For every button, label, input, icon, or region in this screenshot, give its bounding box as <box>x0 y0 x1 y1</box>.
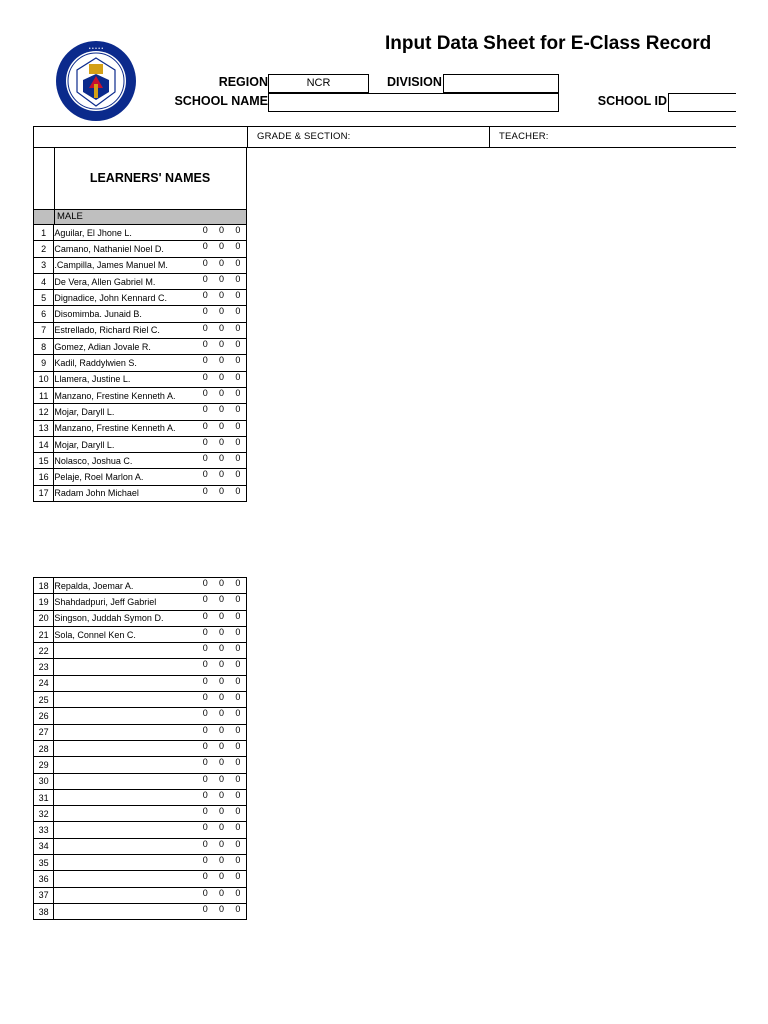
teacher-label: TEACHER: <box>499 131 549 142</box>
learner-name-cell[interactable]: Singson, Juddah Symon D. <box>54 610 197 626</box>
learner-name-cell[interactable] <box>54 903 197 919</box>
learner-name-cell[interactable]: Aguilar, El Jhone L. <box>54 225 197 241</box>
score-cell-3: 0 <box>230 322 247 338</box>
learners-names-label: LEARNERS' NAMES <box>89 171 211 185</box>
row-number: 19 <box>34 594 54 610</box>
score-cell-1: 0 <box>197 773 213 789</box>
learner-row <box>34 371 247 387</box>
school-id-label: SCHOOL ID <box>597 94 667 108</box>
learner-name-cell[interactable]: Repalda, Joemar A. <box>54 578 197 594</box>
school-name-field[interactable] <box>268 93 559 112</box>
school-name-label: SCHOOL NAME <box>174 94 268 108</box>
learner-name-cell[interactable] <box>54 838 197 854</box>
learner-name-cell[interactable]: Dignadice, John Kennard C. <box>54 290 197 306</box>
score-cell-1: 0 <box>197 485 213 501</box>
learner-name-cell[interactable]: Gomez, Adian Jovale R. <box>54 339 197 355</box>
learner-name-cell[interactable] <box>54 789 197 805</box>
score-cell-1: 0 <box>197 740 213 756</box>
row-number: 3 <box>34 257 54 273</box>
score-cell-3: 0 <box>230 643 247 659</box>
row-number: 38 <box>34 903 54 919</box>
learner-name-cell[interactable]: Manzano, Frestine Kenneth A. <box>54 420 197 436</box>
score-cell-1: 0 <box>197 404 213 420</box>
row-number: 16 <box>34 469 54 485</box>
row-number: 6 <box>34 306 54 322</box>
score-cell-3: 0 <box>230 822 247 838</box>
learner-name-cell[interactable] <box>54 659 197 675</box>
male-number-cell <box>34 210 55 224</box>
score-cell-1: 0 <box>197 871 213 887</box>
score-cell-2: 0 <box>213 273 229 289</box>
score-cell-1: 0 <box>197 578 213 594</box>
row-number: 20 <box>34 610 54 626</box>
row-number: 1 <box>34 225 54 241</box>
score-cell-1: 0 <box>197 692 213 708</box>
learner-row <box>34 838 247 854</box>
learner-row <box>34 436 247 452</box>
learner-row <box>34 485 247 501</box>
score-cell-2: 0 <box>213 708 229 724</box>
learner-name-cell[interactable] <box>54 773 197 789</box>
seal-graphic <box>55 40 137 122</box>
learner-name-cell[interactable] <box>54 871 197 887</box>
score-cell-2: 0 <box>213 822 229 838</box>
score-cell-1: 0 <box>197 241 213 257</box>
row-number: 8 <box>34 339 54 355</box>
grade-section-cell[interactable] <box>247 127 489 147</box>
score-cell-2: 0 <box>213 789 229 805</box>
score-cell-3: 0 <box>230 225 247 241</box>
score-cell-2: 0 <box>213 241 229 257</box>
score-cell-3: 0 <box>230 659 247 675</box>
learner-name-cell[interactable]: .Campilla, James Manuel M. <box>54 257 197 273</box>
score-cell-2: 0 <box>213 404 229 420</box>
learner-name-cell[interactable]: Disomimba. Junaid B. <box>54 306 197 322</box>
score-cell-2: 0 <box>213 469 229 485</box>
learner-row <box>34 355 247 371</box>
score-cell-3: 0 <box>230 436 247 452</box>
learner-name-cell[interactable] <box>54 887 197 903</box>
score-cell-3: 0 <box>230 290 247 306</box>
row-number: 32 <box>34 806 54 822</box>
score-cell-3: 0 <box>230 371 247 387</box>
score-cell-2: 0 <box>213 290 229 306</box>
score-cell-3: 0 <box>230 855 247 871</box>
learner-row <box>34 822 247 838</box>
learner-name-cell[interactable]: Estrellado, Richard Riel C. <box>54 322 197 338</box>
page-title: Input Data Sheet for E-Class Record <box>385 33 712 54</box>
learner-row <box>34 773 247 789</box>
teacher-cell[interactable] <box>489 127 739 147</box>
region-field[interactable] <box>268 74 369 93</box>
row-number: 33 <box>34 822 54 838</box>
score-cell-2: 0 <box>213 610 229 626</box>
learner-name-cell[interactable]: Mojar, Daryll L. <box>54 404 197 420</box>
row-number: 9 <box>34 355 54 371</box>
score-cell-1: 0 <box>197 306 213 322</box>
learner-name-cell[interactable] <box>54 643 197 659</box>
learner-row <box>34 594 247 610</box>
svg-text:• • • • •: • • • • • <box>88 46 104 52</box>
row-number: 30 <box>34 773 54 789</box>
learner-row <box>34 675 247 691</box>
score-cell-2: 0 <box>213 436 229 452</box>
row-number: 17 <box>34 485 54 501</box>
row-number: 29 <box>34 757 54 773</box>
score-cell-1: 0 <box>197 322 213 338</box>
row-number: 31 <box>34 789 54 805</box>
row-number: 12 <box>34 404 54 420</box>
score-cell-1: 0 <box>197 708 213 724</box>
division-field[interactable] <box>443 74 559 93</box>
score-cell-1: 0 <box>197 724 213 740</box>
row-number: 7 <box>34 322 54 338</box>
learner-row <box>34 257 247 273</box>
row-number: 26 <box>34 708 54 724</box>
learner-row <box>34 339 247 355</box>
score-cell-2: 0 <box>213 871 229 887</box>
learner-row <box>34 724 247 740</box>
learner-name-cell[interactable]: Radam John Michael <box>54 485 197 501</box>
learner-name-cell[interactable]: Camano, Nathaniel Noel D. <box>54 241 197 257</box>
learner-row <box>34 692 247 708</box>
score-cell-2: 0 <box>213 306 229 322</box>
score-cell-2: 0 <box>213 692 229 708</box>
learner-name-cell[interactable]: Sola, Connel Ken C. <box>54 626 197 642</box>
score-cell-3: 0 <box>230 578 247 594</box>
deped-seal-icon <box>55 40 137 122</box>
learner-name-cell[interactable]: Kadil, Raddylwien S. <box>54 355 197 371</box>
score-cell-2: 0 <box>213 578 229 594</box>
roster-table-part2 <box>33 577 247 920</box>
score-cell-2: 0 <box>213 485 229 501</box>
learners-names-header <box>33 148 247 210</box>
score-cell-2: 0 <box>213 225 229 241</box>
score-cell-2: 0 <box>213 355 229 371</box>
score-cell-1: 0 <box>197 420 213 436</box>
learner-name-cell[interactable] <box>54 740 197 756</box>
score-cell-1: 0 <box>197 626 213 642</box>
region-label: REGION <box>218 75 268 89</box>
learner-row <box>34 789 247 805</box>
score-cell-3: 0 <box>230 485 247 501</box>
learner-name-cell[interactable] <box>54 757 197 773</box>
row-number: 11 <box>34 387 54 403</box>
score-cell-3: 0 <box>230 387 247 403</box>
learner-row <box>34 273 247 289</box>
score-cell-1: 0 <box>197 453 213 469</box>
learner-row <box>34 469 247 485</box>
learner-row <box>34 241 247 257</box>
learner-row <box>34 387 247 403</box>
score-cell-3: 0 <box>230 241 247 257</box>
row-number: 36 <box>34 871 54 887</box>
score-cell-2: 0 <box>213 371 229 387</box>
score-cell-3: 0 <box>230 724 247 740</box>
learner-name-cell[interactable] <box>54 855 197 871</box>
score-cell-3: 0 <box>230 420 247 436</box>
score-cell-1: 0 <box>197 806 213 822</box>
score-cell-3: 0 <box>230 594 247 610</box>
row-number: 24 <box>34 675 54 691</box>
score-cell-1: 0 <box>197 675 213 691</box>
learner-name-cell[interactable]: De Vera, Allen Gabriel M. <box>54 273 197 289</box>
row-number: 22 <box>34 643 54 659</box>
score-cell-1: 0 <box>197 273 213 289</box>
learner-row <box>34 871 247 887</box>
row-number: 21 <box>34 626 54 642</box>
score-cell-3: 0 <box>230 806 247 822</box>
score-cell-2: 0 <box>213 724 229 740</box>
score-cell-1: 0 <box>197 594 213 610</box>
score-cell-1: 0 <box>197 757 213 773</box>
score-cell-3: 0 <box>230 903 247 919</box>
learner-name-cell[interactable]: Llamera, Justine L. <box>54 371 197 387</box>
row-number: 5 <box>34 290 54 306</box>
learner-row <box>34 708 247 724</box>
learner-row <box>34 740 247 756</box>
score-cell-1: 0 <box>197 355 213 371</box>
row-number: 10 <box>34 371 54 387</box>
learner-row <box>34 306 247 322</box>
region-value: NCR <box>306 77 331 89</box>
learner-row <box>34 453 247 469</box>
row-number: 28 <box>34 740 54 756</box>
learner-name-cell[interactable]: Mojar, Daryll L. <box>54 436 197 452</box>
learner-name-cell[interactable] <box>54 692 197 708</box>
score-cell-1: 0 <box>197 257 213 273</box>
score-cell-2: 0 <box>213 903 229 919</box>
class-info-row <box>33 126 736 148</box>
learner-name-cell[interactable] <box>54 708 197 724</box>
score-cell-3: 0 <box>230 838 247 854</box>
score-cell-2: 0 <box>213 838 229 854</box>
score-cell-1: 0 <box>197 469 213 485</box>
score-cell-1: 0 <box>197 838 213 854</box>
score-cell-2: 0 <box>213 257 229 273</box>
learner-row <box>34 290 247 306</box>
learner-row <box>34 578 247 594</box>
score-cell-3: 0 <box>230 871 247 887</box>
score-cell-3: 0 <box>230 339 247 355</box>
score-cell-2: 0 <box>213 420 229 436</box>
score-cell-3: 0 <box>230 708 247 724</box>
score-cell-3: 0 <box>230 757 247 773</box>
score-cell-3: 0 <box>230 610 247 626</box>
score-cell-2: 0 <box>213 757 229 773</box>
score-cell-1: 0 <box>197 610 213 626</box>
row-number: 23 <box>34 659 54 675</box>
score-cell-1: 0 <box>197 290 213 306</box>
score-cell-1: 0 <box>197 887 213 903</box>
score-cell-2: 0 <box>213 806 229 822</box>
score-cell-1: 0 <box>197 822 213 838</box>
score-cell-3: 0 <box>230 306 247 322</box>
row-number: 2 <box>34 241 54 257</box>
learner-row <box>34 626 247 642</box>
learner-name-cell[interactable] <box>54 822 197 838</box>
score-cell-2: 0 <box>213 675 229 691</box>
male-label: MALE <box>57 211 83 222</box>
row-number: 27 <box>34 724 54 740</box>
learner-row <box>34 643 247 659</box>
score-cell-1: 0 <box>197 643 213 659</box>
learner-name-cell[interactable]: Nolasco, Joshua C. <box>54 453 197 469</box>
score-cell-1: 0 <box>197 903 213 919</box>
score-cell-3: 0 <box>230 887 247 903</box>
learner-row <box>34 757 247 773</box>
row-number: 14 <box>34 436 54 452</box>
learner-row <box>34 322 247 338</box>
learner-row <box>34 659 247 675</box>
division-label: DIVISION <box>387 75 442 89</box>
score-cell-1: 0 <box>197 659 213 675</box>
score-cell-2: 0 <box>213 740 229 756</box>
score-cell-1: 0 <box>197 371 213 387</box>
learner-row <box>34 225 247 241</box>
row-number: 37 <box>34 887 54 903</box>
grade-section-label: GRADE & SECTION: <box>257 131 351 142</box>
score-cell-1: 0 <box>197 225 213 241</box>
score-cell-3: 0 <box>230 453 247 469</box>
row-number: 35 <box>34 855 54 871</box>
row-number: 13 <box>34 420 54 436</box>
score-cell-3: 0 <box>230 789 247 805</box>
row-number: 18 <box>34 578 54 594</box>
learner-name-cell[interactable] <box>54 724 197 740</box>
score-cell-3: 0 <box>230 469 247 485</box>
score-cell-3: 0 <box>230 773 247 789</box>
number-column-header <box>34 148 55 209</box>
learner-name-cell[interactable]: Pelaje, Roel Marlon A. <box>54 469 197 485</box>
score-cell-2: 0 <box>213 453 229 469</box>
score-cell-3: 0 <box>230 675 247 691</box>
score-cell-2: 0 <box>213 855 229 871</box>
row-number: 15 <box>34 453 54 469</box>
score-cell-1: 0 <box>197 339 213 355</box>
score-cell-2: 0 <box>213 659 229 675</box>
learner-row <box>34 806 247 822</box>
score-cell-2: 0 <box>213 322 229 338</box>
learner-row <box>34 903 247 919</box>
learner-row <box>34 420 247 436</box>
row-number: 25 <box>34 692 54 708</box>
score-cell-2: 0 <box>213 387 229 403</box>
score-cell-2: 0 <box>213 339 229 355</box>
score-cell-2: 0 <box>213 594 229 610</box>
score-cell-3: 0 <box>230 626 247 642</box>
score-cell-3: 0 <box>230 273 247 289</box>
score-cell-2: 0 <box>213 643 229 659</box>
learner-row <box>34 855 247 871</box>
score-cell-1: 0 <box>197 436 213 452</box>
score-cell-2: 0 <box>213 887 229 903</box>
roster-table-part1 <box>33 225 247 502</box>
row-number: 34 <box>34 838 54 854</box>
learner-row <box>34 610 247 626</box>
score-cell-1: 0 <box>197 789 213 805</box>
score-cell-1: 0 <box>197 855 213 871</box>
score-cell-1: 0 <box>197 387 213 403</box>
score-cell-2: 0 <box>213 626 229 642</box>
score-cell-3: 0 <box>230 692 247 708</box>
score-cell-3: 0 <box>230 404 247 420</box>
learner-row <box>34 404 247 420</box>
score-cell-3: 0 <box>230 355 247 371</box>
learner-row <box>34 887 247 903</box>
learner-name-cell[interactable] <box>54 675 197 691</box>
score-cell-2: 0 <box>213 773 229 789</box>
score-cell-3: 0 <box>230 740 247 756</box>
learner-name-cell[interactable]: Shahdadpuri, Jeff Gabriel <box>54 594 197 610</box>
male-section-header <box>33 210 247 225</box>
school-id-field[interactable] <box>668 93 736 112</box>
learner-name-cell[interactable]: Manzano, Frestine Kenneth A. <box>54 387 197 403</box>
score-cell-3: 0 <box>230 257 247 273</box>
learner-name-cell[interactable] <box>54 806 197 822</box>
row-number: 4 <box>34 273 54 289</box>
